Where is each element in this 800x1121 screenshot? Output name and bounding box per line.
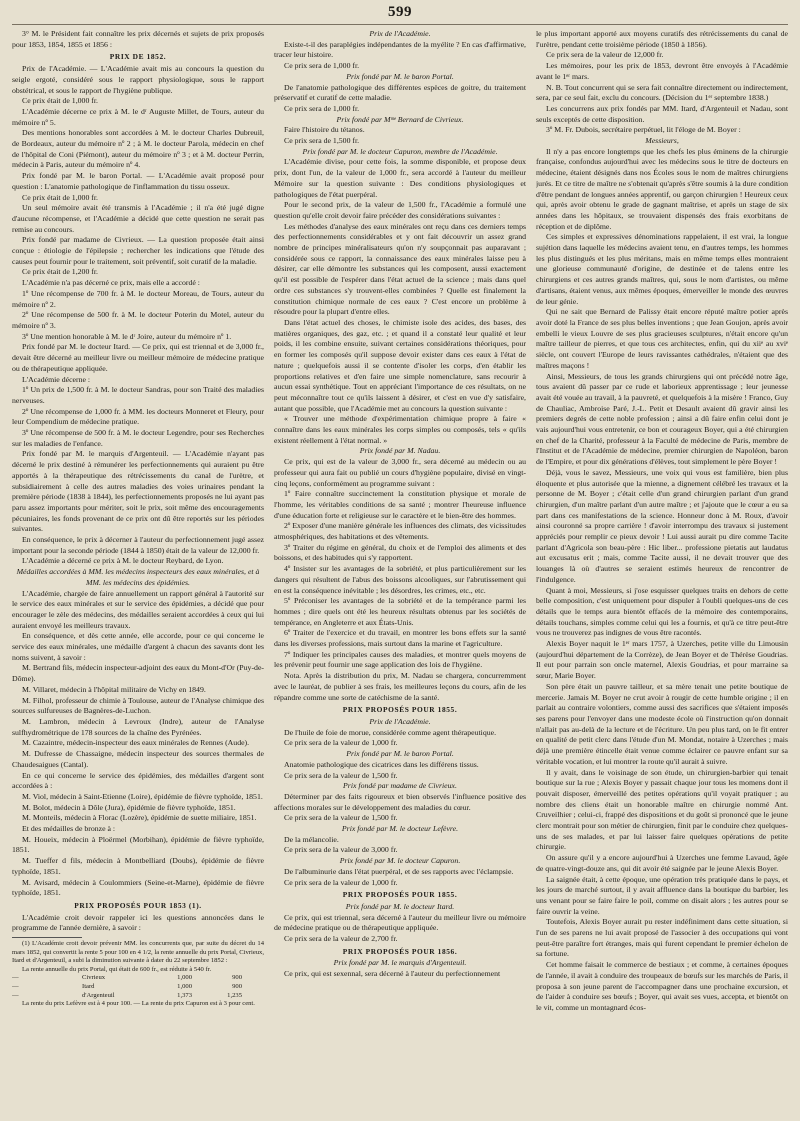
- section-heading: PRIX DE 1852.: [109, 52, 167, 62]
- salutation: Messieurs,: [645, 136, 679, 146]
- prize-heading: Prix fondé par M. le docteur Capuron.: [339, 856, 461, 866]
- paragraph: 1º Un prix de 1,500 fr. à M. le docteur Sandras, pour son Traité des maladies nerveuses.: [12, 385, 264, 405]
- paragraph: Ce prix, qui est sexennal, sera décerné à l'auteur du perfectionnement: [284, 969, 501, 979]
- paragraph: En ce qui concerne le service des épidémies, des médailles d'argent sont accordées à :: [12, 770, 264, 791]
- prize-heading: Prix fondé par M. le baron Portal.: [346, 749, 454, 759]
- paragraph: Prix de l'Académie. — L'Académie avait mis au concours la question du seigle ergoté, considéré sous le rapport physiologique, sous le rapport obstétrical, et sous le rapport de l'hygiène publique.: [12, 64, 264, 95]
- paragraph: Ce prix sera de 1,000 fr.: [284, 61, 360, 71]
- prize-heading: Prix fondé par madame de Civrieux.: [343, 781, 457, 791]
- paragraph: De l'anatomie pathologique des différentes espèces de goitre, du traitement préservatif et curatif de cette maladie.: [274, 82, 526, 103]
- paragraph: Son père était un pauvre tailleur, et sa mère tenait une petite boutique de mercerie. Jamais M. Boyer ne crut avoir à rougir de cette humble origine ; il en parlait au contraire volontiers, comme aussi des sacrifices que s'étaient imposés ses parens pour l'envoyer dans une modeste école où l'instruction qu'on donnait n'allait pas au-delà de la lecture et de l'écriture. Un peu plus tard, on le fit entrer en qualité de petit clerc dans l'étude d'un M. Mondat, notaire à Uzerches ; mais déjà une première étincelle était venue comme éclairer ce pauvre enfant sur sa véritable vocation, et lui montrer la route qu'il aurait à suivre.: [536, 681, 788, 766]
- paragraph: De la mélancolie.: [284, 834, 339, 844]
- paragraph: Prix fondé par madame de Civrieux. — La question proposée était ainsi conçue : étiologie de l'épilepsie ; rechercher les indications que l'étude des causes peut fournir pour le traitement, soit préventif, soit curatif de la maladie.: [12, 235, 264, 266]
- column-right: [536, 29, 788, 1114]
- rent-old: 1,000: [177, 974, 192, 982]
- section-subheading: Médailles accordées à MM. les médecins inspecteurs des eaux minérales, et à MM. les médecins des épidémies.: [16, 567, 260, 587]
- paragraph: Ce prix sera de la valeur de 2,700 fr.: [284, 934, 398, 944]
- footnote: La rente annuelle du prix Portal, qui était de 600 fr., est réduite à 540 fr.: [22, 965, 212, 973]
- paragraph: M. Bertrand fils, médecin inspecteur-adjoint des eaux du Mont-d'Or (Puy-de-Dôme).: [12, 663, 264, 684]
- section-heading: PRIX PROPOSÉS POUR 1856.: [342, 946, 458, 956]
- text-columns: [12, 29, 788, 1114]
- rent-new: 1,235: [227, 991, 242, 999]
- paragraph: On assure qu'il y a encore aujourd'hui à Uzerches une femme Lavaud, âgée de quatre-vingt-douze ans, qui dit avoir été saignée par le jeune Alexis Boyer.: [536, 853, 788, 873]
- paragraph: Les mémoires, pour les prix de 1853, devront être envoyés à l'Académie avant le 1ᵉʳ mars.: [536, 61, 788, 81]
- column-left: [12, 29, 264, 1114]
- rent-dash: —: [12, 974, 19, 982]
- paragraph: M. Monteils, médecin à Florac (Lozère), épidémie de suette miliaire, 1851.: [22, 813, 257, 823]
- footnote: La rente du prix Lefèvre est à 4 pour 100. — La rente du prix Capuron est à 3 pour cent.: [22, 1000, 255, 1008]
- rent-old: 1,373: [177, 991, 192, 999]
- page-header: [12, 4, 788, 25]
- prize-heading: Prix fondé par M. le docteur Lefèvre.: [341, 824, 459, 834]
- paragraph: 1º Faire connaître succinctement la constitution physique et morale de l'homme, les véritables conditions de sa santé ; montrer l'heureuse influence d'une éducation forte et religieuse sur le caractère et le bien-être des hommes.: [274, 489, 526, 520]
- paragraph: Ce prix sera de la valeur de 1,000 fr.: [284, 877, 398, 887]
- paragraph: 6º Traiter de l'exercice et du travail, en montrer les bons effets sur la santé dans les diverses professions, mais surtout dans la marine et l'agriculture.: [274, 628, 526, 649]
- paragraph: Les méthodes d'analyse des eaux minérales ont reçu dans ces derniers temps des perfectionnements considérables et y ont fait découvrir un assez grand nombre de principes minéralisateurs qu'on n'y soupçonnait pas auparavant ; considérée sous ce rapport, la connaissance des eaux minérales laisse peu à désirer, car elle démontre les substances qui les composent, aussi exactement qu'il est possible de l'espérer dans l'état actuel de la science ; mais dans quel ordre ces substances s'y trouvent-elles combinées ? Quelle est finalement la constitution chimique normale de ces eaux ? C'est encore un problème à résoudre pour la plupart d'entre elles.: [274, 221, 526, 317]
- paragraph: Ce prix sera de la valeur de 1,000 fr.: [284, 738, 398, 748]
- rent-row: [12, 983, 264, 992]
- prize-heading: Prix fondé par M. le baron Portal.: [346, 71, 454, 81]
- rent-dash: —: [12, 983, 19, 991]
- prize-heading: Prix fondé par M. Nadau.: [359, 446, 441, 456]
- paragraph: L'Académie a décerné ce prix à M. le docteur Reybard, de Lyon.: [22, 556, 224, 566]
- paragraph: 3º Traiter du régime en général, du choix et de l'emploi des aliments et des boissons, et des habitudes qui s'y rapportent.: [274, 542, 526, 563]
- paragraph: M. Cazaintre, médecin-inspecteur des eaux minérales de Rennes (Aude).: [22, 738, 250, 748]
- paragraph: 2º Exposer d'une manière générale les influences des climats, des vicissitudes atmosphériques, des habitations et des vêtements.: [274, 521, 526, 542]
- paragraph: L'Académie croit devoir rappeler ici les questions annoncées dans le programme de l'année dernière, à savoir :: [12, 912, 264, 933]
- rent-prize: d'Argenteuil: [82, 991, 115, 999]
- paragraph: Des mentions honorables sont accordées à M. le docteur Charles Dubreuil, de Bordeaux, auteur du mémoire nº 2 ; à M. le docteur Parola, médecin en chef de l'hôpital de Coni (Piémont), auteur du mémoire nº 3 ; et à M. docteur Perrin, médecin à Paris, auteur du mémoire nº 4.: [12, 128, 264, 170]
- paragraph: L'Académie décerne ce prix à M. le dʳ Auguste Millet, de Tours, auteur du mémoire nº 5.: [12, 106, 264, 127]
- paragraph: Ce prix sera de la valeur de 1,500 fr.: [284, 813, 398, 823]
- rent-new: 900: [232, 974, 242, 982]
- footnote: (1) L'Académie croit devoir prévenir MM. les concurrents que, par suite du décret du 14 mars 1852, qui convertit la rente 5 pour 100 en 4 1/2, la rente annuelle du prix Portal, Civrieux, Itard et d'Argenteuil, a subi la diminution suivante à dater du 22 septembre 1852 :: [12, 940, 264, 965]
- paragraph: Dans l'état actuel des choses, le chimiste isole des acides, des bases, des matières organiques, des gaz, etc. ; et quand il a constaté leur qualité et leur poids, il les combine ensuite, suivant certaines considérations théoriques, pour en former les composés qu'il suppose devoir exister dans ces eaux à l'état de nature ; quelquefois aussi il se contente d'isoler les corps, d'en établir les proportions relatives et d'en faire une simple nomenclature, sans recourir à aucun essai synthétique. Tout en appréciant l'importance de ces résultats, on ne peut méconnaître tout ce qu'ils laissent à désirer, et c'est en vue d'y satisfaire, autant que possible, que l'Académie met au concours la question suivante :: [274, 317, 526, 413]
- paragraph: M. Tueffer d fils, médecin à Montbelliard (Doubs), épidémie de fièvre typhoïde, 1851.: [12, 856, 264, 876]
- paragraph: Nota. Après la distribution du prix, M. Nadau se chargera, concurremment avec le lauréat, de publier à ses frais, les meilleures leçons du cours, afin de les répandre comme une sorte de catéchisme de la santé.: [274, 671, 526, 702]
- paragraph: La saignée était, à cette époque, une opération très pratiquée dans le pays, et les jours de marché surtout, il y avait affluence dans la boutique du barbier, les uns venant pour se faire faire le poil, comme on disait alors ; les autres pour se faire ouvrir la veine.: [536, 874, 788, 916]
- paragraph: M. Viol, médecin à Saint-Etienne (Loire), épidémie de fièvre typhoïde, 1851.: [22, 791, 263, 801]
- paragraph: Prix fondé par M. le docteur Itard. — Ce prix, qui est triennal et de 3,000 fr., devait être décerné au meilleur livre ou meilleur mémoire de médecine pratique ou de thérapeutique appliquée.: [12, 342, 264, 373]
- paragraph: Toutefois, Alexis Boyer aurait pu rester indéfiniment dans cette situation, si l'un de ses parens ne lui avait proposé de l'associer à des occupations qui vont peut-être paraître fort étranges, mais qui furent cependant le premier échelon de sa fortune.: [536, 917, 788, 959]
- paragraph: 7º Indiquer les principales causes des maladies, et montrer quels moyens de les prévenir peut fournir une sage application des lois de l'hygiène.: [274, 649, 526, 670]
- paragraph: Alexis Boyer naquit le 1ᵉʳ mars 1757, à Uzerches, petite ville du Limousin (aujourd'hui département de la Corrèze), de Jean Boyer et de Thérèse Goudrias. Il eut pour parrain son oncle maternel, Alexis Goudrias, et pour marraine sa sœur, Marie Boyer.: [536, 639, 788, 681]
- rent-row: [12, 992, 264, 1001]
- paragraph: En conséquence, le prix à décerner à l'auteur du perfectionnement jugé assez important pour la seconde période (1844 à 1850) était de la valeur de 12,000 fr.: [12, 535, 264, 555]
- paragraph: M. Villaret, médecin à l'hôpital militaire de Vichy en 1849.: [22, 684, 206, 694]
- paragraph: De l'albuminurie dans l'état puerpéral, et de ses rapports avec l'éclampsie.: [284, 866, 514, 876]
- page-number: 599: [388, 4, 412, 20]
- prize-heading: Prix de l'Académie.: [369, 717, 431, 726]
- paragraph: Anatomie pathologique des cicatrices dans les différens tissus.: [284, 759, 479, 769]
- paragraph: M. Avisard, médecin à Coulommiers (Seine-et-Marne), épidémie de fièvre typhoïde, 1851.: [12, 877, 264, 898]
- section-heading: PRIX PROPOSÉS POUR 1855.: [342, 705, 458, 715]
- section-heading: PRIX PROPOSÉS POUR 1853 (1).: [74, 900, 202, 910]
- paragraph: L'Académie décerne :: [22, 374, 91, 384]
- prize-heading: Prix fondé par M. le docteur Itard.: [345, 901, 455, 911]
- paragraph: 2º Une récompense de 1,000 fr. à MM. les docteurs Monneret et Fleury, pour leur Compendium de médecine pratique.: [12, 406, 264, 427]
- paragraph: Ce prix sera de 1,500 fr.: [284, 136, 360, 146]
- paragraph: 3° M. le Président fait connaître les prix décernés et sujets de prix proposés pour 1853, 1854, 1855 et 1856 :: [12, 29, 264, 49]
- paragraph: L'Académie, chargée de faire annuellement un rapport général à l'autorité sur le service des eaux minérales et sur le service des épidémies, a décidé que pour encourager le zèle des médecins, des médailles seraient accordées à ceux qui lui auraient envoyé les meilleurs travaux.: [12, 588, 264, 630]
- paragraph: L'Académie divise, pour cette fois, la somme disponible, et propose deux prix, dont l'un, de la valeur de 1,000 fr., sera accordé à l'auteur du meilleur Mémoire sur la question suivante : Des conditions physiologiques et pathologiques de l'état puerpéral.: [274, 157, 526, 199]
- paragraph: Ce prix sera de la valeur de 12,000 fr.: [546, 50, 664, 60]
- paragraph: Ce prix était de 1,000 fr.: [22, 192, 99, 202]
- paragraph: Ce prix était de 1,000 fr.: [22, 96, 99, 106]
- paragraph: Les concurrens aux prix fondés par MM. Itard, d'Argenteuil et Nadau, sont seuls exceptés de cette disposition.: [536, 103, 788, 124]
- paragraph: Prix fondé par M. le baron Portal. — L'Académie avait proposé pour question : L'anatomie pathologique de l'inflammation du tissu osseux.: [12, 171, 264, 191]
- section-heading: PRIX PROPOSÉS POUR 1855.: [342, 890, 458, 900]
- paragraph: M. Bolot, médecin à Dôle (Jura), épidémie de fièvre typhoïde, 1851.: [22, 802, 236, 812]
- paragraph: M. Houeix, médecin à Ploërmel (Morbihan), épidémie de fièvre typhoïde, 1851.: [12, 834, 264, 855]
- paragraph: N. B. Tout concurrent qui se sera fait connaître directement ou indirectement, sera, par ce seul fait, exclu du concours. (Décision du 1ᵉʳ septembre 1838.): [536, 82, 788, 103]
- rent-prize: Civrieux: [82, 974, 106, 982]
- paragraph: 2º Une récompense de 500 fr. à M. le docteur Poterin du Motel, auteur du mémoire nº 3.: [12, 310, 264, 330]
- paragraph: Ainsi, Messieurs, de tous les grands chirurgiens qui ont précédé notre âge, tous avaient dû passer par ce rude et laborieux apprentissage ; leur jeunesse avait été vouée au travail, à la pauvreté, et quelquefois à la misère ! Franco, Guy de Chauliac, Ambroise Paré, J.-L. Petit et Desault avaient dû gravir ainsi les premiers degrés de cette noble profession ; ainsi a dû faire enfin celui dont je vais aujourd'hui vous entretenir, ce bon et courageux Boyer, qui a été chirurgien en chef de la Charité, professeur à la Faculté de médecine de Paris, membre de l'Institut et de l'Académie de médecine, premier chirurgien de Napoléon, baron de l'Empire, et pour dix générations d'élèves, tout simplement le père Boyer !: [536, 371, 788, 467]
- paragraph: Ce prix sera de la valeur de 3,000 fr.: [284, 845, 398, 855]
- paragraph: Ce prix, qui est de la valeur de 3,000 fr., sera décerné au médecin ou au professeur qui aura fait ou publié un cours d'hygiène populaire, divisé en vingt-cinq leçons, conformément au programme suivant :: [274, 457, 526, 488]
- paragraph: 3º Une récompense de 500 fr. à M. le docteur Legendre, pour ses Recherches sur les maladies de l'enfance.: [12, 428, 264, 448]
- paragraph: Prix fondé par M. le marquis d'Argenteuil. — L'Académie n'ayant pas décerné le prix destiné à rémunérer les perfectionnements qui auraient pu être apportés à la thérapeutique des rétrécissements du canal de l'urètre, et subsidiairement à celle des autres maladies des voies urinaires pendant la première période (1838 à 1844), les perfectionnements proposés ne lui ayant pas paru assez importants pour mériter, soit le prix, soit même des encouragements pécuniaires, les fonds provenant de ce prix ont dû être reportés sur les périodes suivantes.: [12, 449, 264, 534]
- paragraph: Faire l'histoire du tétanos.: [284, 125, 365, 135]
- paragraph: Qui ne sait que Bernard de Palissy était encore réputé maître potier après avoir doté la France de ses plus belles inventions ; que Jean Goujon, après avoir embelli le vieux Louvre de ses plus gracieuses sculptures, n'était encore qu'un maître tailleur de pierres, et que tous ces architectes, enfin, qui du xiiᵉ au xviᵉ siècle, ont couvert l'Europe de leurs ravissantes cathédrales, n'étaient que des maîtres maçons !: [536, 307, 788, 370]
- paragraph: Quant à moi, Messieurs, si j'ose esquisser quelques traits en dehors de cette belle composition, c'est uniquement pour dispuler à l'oubli quelques-uns de ces détails que le temps aura bientôt effacés de la mémoire des contemporains, détails touchans, simples comme celui qui les a fournis, et qu'à ce titre peut-être vous ne trouverez pas indignes de vous être racontés.: [536, 585, 788, 638]
- paragraph: L'Académie n'a pas décerné ce prix, mais elle a accordé :: [22, 278, 200, 288]
- prize-heading: Prix fondé par Mᵐᵉ Bernard de Civrieux.: [336, 114, 464, 124]
- paragraph: M. Filhol, professeur de chimie à Toulouse, auteur de l'Analyse chimique des sources sulfureuses de Bagnères-de-Luchon.: [12, 695, 264, 716]
- prize-heading: Prix de l'Académie.: [369, 29, 431, 38]
- paragraph: Ces simples et expressives dénominations rappelaient, il est vrai, la longue sujétion dans laquelle les médecins avaient tenu, en d'autres temps, les hommes les plus distingués et les plus méritans, mais en même temps elles montraient une glorieuse communauté d'origine, de destinée et de talens entre les chirurgiens et ces autres grands maîtres, qui, sous le nom d'artistes, ou même d'artisans, étaient venus, aux mêmes époques, émerveiller le monde des œuvres de leur génie.: [536, 232, 788, 306]
- paragraph: Ce prix sera de la valeur de 1,500 fr.: [284, 770, 398, 780]
- paragraph: Existe-t-il des paraplégies indépendantes de la myélite ? En cas d'affirmative, tracer leur histoire.: [274, 39, 526, 60]
- footnote-rule: [12, 937, 82, 938]
- paragraph: 3º Une mention honorable à M. le dʳ Joire, auteur du mémoire nº 1.: [22, 331, 232, 341]
- paragraph: 3º M. Fr. Dubois, secrétaire perpétuel, lit l'éloge de M. Boyer :: [546, 125, 741, 135]
- rent-row: [12, 974, 264, 983]
- paragraph: le plus important apporté aux moyens curatifs des rétrécissements du canal de l'urètre, pendant cette troisième période (1850 à 1856).: [536, 29, 788, 49]
- paragraph: Ce prix sera de 1,000 fr.: [284, 103, 360, 113]
- paragraph: M. Dufresse de Chassaigne, médecin inspecteur des sources thermales de Chaudesaigues (Cantal).: [12, 749, 264, 769]
- paragraph: Et des médailles de bronze à :: [22, 824, 116, 834]
- paragraph: Déterminer par des faits rigoureux et bien observés l'influence positive des affections morales sur le développement des maladies du cœur.: [274, 791, 526, 812]
- paragraph: 5º Préconiser les avantages de la sobriété et de la tempérance parmi les hommes ; dire quels ont été les heureux résultats obtenus par les sociétés de tempérance, en Angleterre et aux États-Unis.: [274, 596, 526, 627]
- paragraph: M. Lambron, médecin à Levroux (Indre), auteur de l'Analyse sulfhydrométrique de 178 sources de la chaîne des Pyrénées.: [12, 717, 264, 737]
- rent-dash: —: [12, 991, 19, 999]
- paragraph: Il n'y a pas encore longtemps que les chefs les plus éminens de la chirurgie française, confondus aujourd'hui avec les médecins sous le titre de docteurs en médecine, étaient désignés dans nos Écoles sous le nom de maîtres chirurgiens jurés. Et ce titre de maître ne s'obtenait qu'après s'être soumis à la dure condition d'être pendant de longues années apprentif, ou garçon chirurgien ! Heureux ceux qui, après avoir obtenu le grade de gagnant maîtrise, et après un stage de six années dans les hôpitaux, se trouvaient dispensés des frais exorbitans de réception et de diplôme.: [536, 146, 788, 231]
- paragraph: Il y avait, dans le voisinage de son étude, un chirurgien-barbier qui tenait boutique sur la rue ; Alexis Boyer y passait chaque jour tous les momens dont il pouvait disposer, émerveillé des petites opérations qu'il voyait pratiquer ; au nombre des cliens était un honorable maître en chirurgie nommé Ant. Cruveilhier ; celui-ci, frappé des dispositions et du goût si prononcé que le jeune clerc montrait pour son métier de chirurgien, finit par le conduire chez quelques-uns de ses malades, et par lui laisser faire quelques opérations de petite chirurgie.: [536, 767, 788, 852]
- rent-prize: Itard: [82, 983, 95, 991]
- paragraph: Ce prix était de 1,200 fr.: [22, 267, 99, 277]
- prize-heading: Prix fondé par M. le docteur Capuron, membre de l'Académie.: [302, 146, 498, 156]
- rent-old: 1,000: [177, 983, 192, 991]
- paragraph: Cet homme faisait le commerce de bestiaux ; et comme, à certaines époques de l'année, il avait à conduire des troupeaux de bœufs sur les marchés de Paris, il proposa à son jeune parent de l'accompagner dans une prochaine excursion, et de l'aider à conduire ses bœufs ; Boyer, qui avait ses vues, accepta, et bientôt on le vit, comme un montagnard écos-: [536, 960, 788, 1012]
- paragraph: De l'huile de foie de morue, considérée comme agent thérapeutique.: [284, 727, 497, 737]
- paragraph: 4º Insister sur les avantages de la sobriété, et plus particulièrement sur les dangers qui résultent de l'abus des boissons alcooliques, sur l'abrutissement qui en est la conséquence inévitable ; les désordres, les crimes, etc., etc.: [274, 564, 526, 595]
- paragraph: Pour le second prix, de la valeur de 1,500 fr., l'Académie a formulé une question qu'elle croit devoir faire précéder des considérations suivantes :: [274, 200, 526, 220]
- paragraph: Un seul mémoire avait été transmis à l'Académie ; il n'a été jugé digne d'aucune récompense, et l'Académie a décidé que cette question ne serait pas remise au concours.: [12, 203, 264, 234]
- paragraph: Déjà, vous le savez, Messieurs, une voix qui vous est familière, bien plus éloquente et plus autorisée que la mienne, a dignement célébré les travaux et la personne de M. Boyer ; c'était celle d'un grand chirurgien parlant d'un grand chirurgien, d'un maître parlant d'un autre maître ; et j'ajoute que le cœur a eu sa part dans ces manifestations de la science. Honneur donc à M. Roux, d'avoir ainsi couronné sa propre carrière ! d'avoir interrompu des travaux si justement appréciés pour remplir ce pieux devoir ! Lui aussi aurait pu dire comme Tacite parlant d'Agricola son beau-père : Hic liber... professione pietatis aut laudatus aut excusatus erit ; mais, comme Tacite aussi, il ne devait trouver que des louanges là où d'autres se seraient estimés heureux de rencontrer de l'indulgence.: [536, 467, 788, 584]
- paragraph: Ce prix, qui est triennal, sera décerné à l'auteur du meilleur livre ou mémoire de médecine pratique ou de thérapeutique appliquée.: [274, 912, 526, 933]
- rent-new: 900: [232, 983, 242, 991]
- column-middle: [274, 29, 526, 1114]
- paragraph: 1º Une récompense de 700 fr. à M. le docteur Moreau, de Tours, auteur du mémoire nº 2.: [12, 288, 264, 309]
- prize-heading: Prix fondé par M. le marquis d'Argenteuil.: [333, 958, 467, 968]
- paragraph: « Trouver une méthode d'expérimentation chimique propre à faire « connaître dans les eaux minérales les corps simples ou composés, tels « qu'ils existent réellement à l'état normal. »: [274, 414, 526, 445]
- paragraph: En conséquence, et dès cette année, elle accorde, pour ce qui concerne le service des eaux minérales, une médaille d'argent à chacun des savants dont les noms suivent, à savoir :: [12, 631, 264, 662]
